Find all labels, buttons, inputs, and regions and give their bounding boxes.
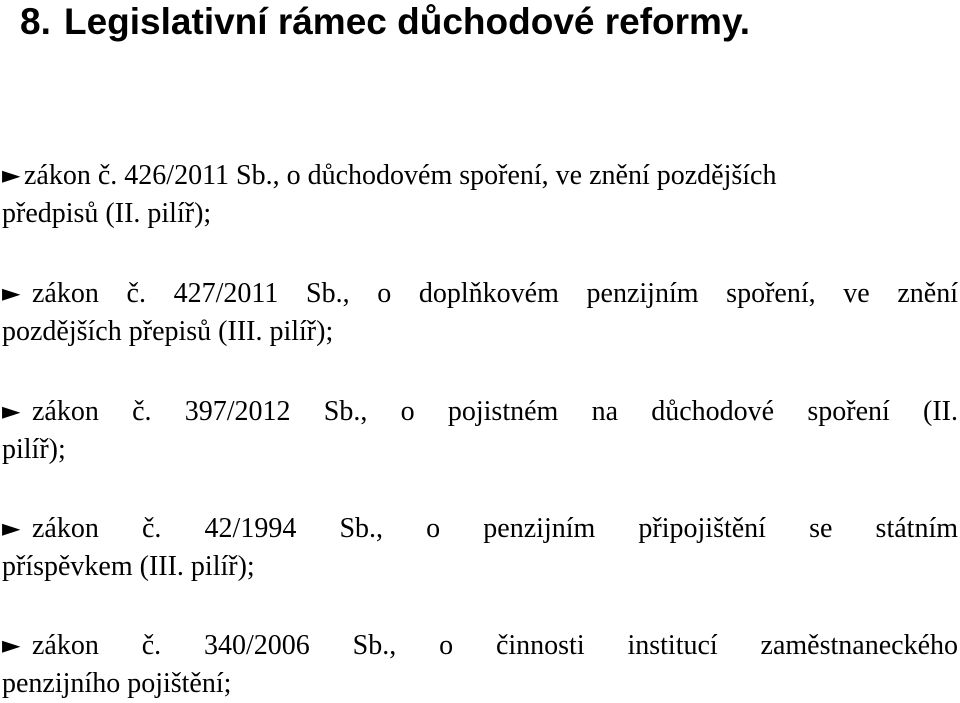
law-item-line: předpisů (II. pilíř); [2, 198, 212, 229]
law-item-text: zákon č. 426/2011 Sb., o důchodovém spoření, ve znění pozdějších [24, 160, 777, 191]
law-item-line [2, 274, 958, 313]
triangle-bullet-icon: ► [2, 397, 21, 425]
law-item-text: zákon č. 427/2011 Sb., o doplňkovém penzijním spoření, ve znění [32, 278, 958, 309]
law-item-text: zákon č. 340/2006 Sb., o činnosti institucí zaměstnaneckého [32, 630, 958, 661]
law-item [2, 392, 958, 469]
section-title: Legislativní rámec důchodové reformy. [64, 1, 751, 42]
law-item-line [2, 156, 958, 195]
law-item-line [2, 509, 958, 548]
law-item-line: pozdějších přepisů (III. pilíř); [2, 316, 334, 347]
triangle-bullet-icon: ► [2, 279, 21, 307]
law-item-line: pilíř); [2, 434, 66, 465]
triangle-bullet-icon: ► [2, 161, 21, 189]
law-item-line: penzijního pojištění; [2, 668, 232, 699]
law-item [2, 509, 958, 586]
section-heading [20, 0, 750, 44]
law-item [2, 156, 958, 233]
law-item-text: zákon č. 397/2012 Sb., o pojistném na důchodové spoření (II. [32, 396, 958, 427]
triangle-bullet-icon: ► [2, 631, 21, 659]
law-item [2, 626, 958, 703]
law-item-line: příspěvkem (III. pilíř); [2, 551, 255, 582]
triangle-bullet-icon: ► [2, 514, 21, 542]
law-item-line [2, 392, 958, 431]
law-item [2, 274, 958, 351]
section-number: 8. [20, 1, 51, 42]
law-item-text: zákon č. 42/1994 Sb., o penzijním připojištění se státním [32, 513, 958, 544]
law-item-line [2, 626, 958, 665]
